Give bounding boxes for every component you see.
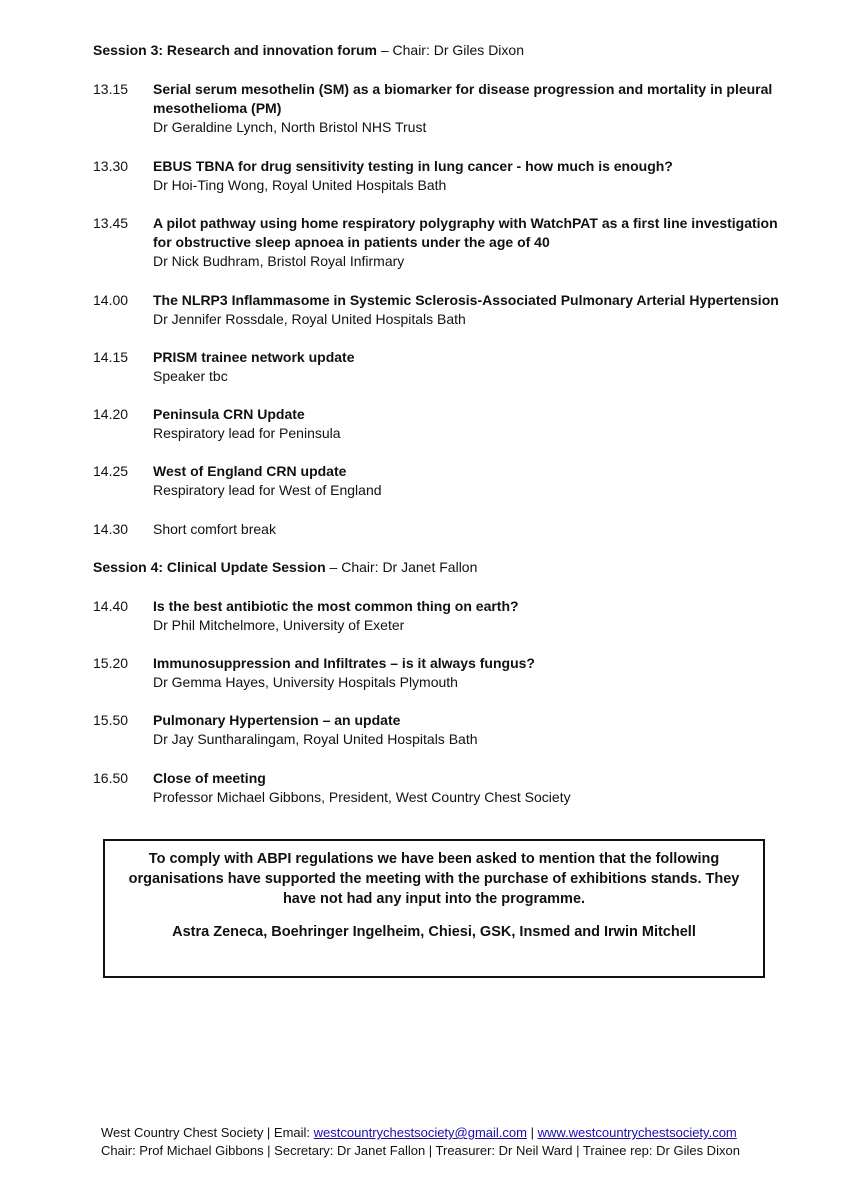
abpi-notice-message: To comply with ABPI regulations we have been asked to mention that the following organisations have supported the meeting with the purchase of exhibitions stands. They have not had any input into the programme. bbox=[128, 851, 740, 907]
agenda-item-break bbox=[93, 520, 783, 539]
agenda-title: Is the best antibiotic the most common thing on earth? bbox=[153, 598, 519, 614]
abpi-notice-box bbox=[103, 839, 765, 978]
page-footer bbox=[101, 1124, 801, 1160]
agenda-title: West of England CRN update bbox=[153, 463, 347, 479]
session-3-header bbox=[93, 41, 524, 60]
footer-org: West Country Chest Society | Email: bbox=[101, 1125, 314, 1140]
agenda-title: The NLRP3 Inflammasome in Systemic Sclerosis-Associated Pulmonary Arterial Hypertension bbox=[153, 292, 779, 308]
agenda-time: 14.30 bbox=[93, 521, 129, 537]
footer-website-link[interactable]: www.westcountrychestsociety.com bbox=[537, 1125, 737, 1140]
agenda-speaker: Dr Jennifer Rossdale, Royal United Hospitals Bath bbox=[153, 311, 466, 327]
agenda-speaker: Professor Michael Gibbons, President, West Country Chest Society bbox=[153, 789, 571, 805]
agenda-item bbox=[93, 654, 783, 692]
agenda-title: Serial serum mesothelin (SM) as a biomarker for disease progression and mortality in pleural mesothelioma (PM) bbox=[153, 81, 773, 116]
agenda-time: 13.30 bbox=[93, 158, 129, 174]
agenda-title: Pulmonary Hypertension – an update bbox=[153, 712, 401, 728]
agenda-speaker: Dr Gemma Hayes, University Hospitals Plymouth bbox=[153, 674, 458, 690]
agenda-item bbox=[93, 291, 783, 329]
agenda-item bbox=[93, 214, 783, 271]
session-3-chair: – Chair: Dr Giles Dixon bbox=[376, 42, 524, 58]
agenda-title: Close of meeting bbox=[153, 770, 266, 786]
agenda-item bbox=[93, 348, 783, 386]
session-4-title: Session 4: Clinical Update Session bbox=[93, 559, 326, 575]
agenda-item bbox=[93, 769, 783, 807]
agenda-time: 13.15 bbox=[93, 81, 129, 97]
session-4-chair: – Chair: Dr Janet Fallon bbox=[325, 559, 478, 575]
agenda-time: 14.15 bbox=[93, 349, 129, 365]
agenda-title: Immunosuppression and Infiltrates – is it always fungus? bbox=[153, 655, 535, 671]
agenda-time: 14.20 bbox=[93, 406, 129, 422]
footer-separator: | bbox=[526, 1125, 538, 1140]
agenda-title: EBUS TBNA for drug sensitivity testing in lung cancer - how much is enough? bbox=[153, 158, 673, 174]
agenda-speaker: Dr Phil Mitchelmore, University of Exeter bbox=[153, 617, 405, 633]
agenda-time: 14.40 bbox=[93, 598, 129, 614]
footer-contact-line bbox=[101, 1124, 801, 1142]
agenda-title: A pilot pathway using home respiratory polygraphy with WatchPAT as a first line investigation for obstructive sleep apnoea in patients under the age of 40 bbox=[153, 215, 778, 250]
sponsor-list: Astra Zeneca, Boehringer Ingelheim, Chiesi, GSK, Insmed and Irwin Mitchell bbox=[172, 924, 696, 940]
agenda-speaker: Respiratory lead for Peninsula bbox=[153, 425, 341, 441]
agenda-item bbox=[93, 597, 783, 635]
agenda-item bbox=[93, 462, 783, 500]
agenda-title: Peninsula CRN Update bbox=[153, 406, 305, 422]
agenda-time: 16.50 bbox=[93, 770, 129, 786]
agenda-title: PRISM trainee network update bbox=[153, 349, 355, 365]
agenda-speaker: Respiratory lead for West of England bbox=[153, 482, 382, 498]
agenda-time: 14.00 bbox=[93, 292, 129, 308]
agenda-speaker: Dr Hoi-Ting Wong, Royal United Hospitals Bath bbox=[153, 177, 447, 193]
agenda-item bbox=[93, 80, 783, 137]
agenda-speaker: Dr Nick Budhram, Bristol Royal Infirmary bbox=[153, 253, 405, 269]
agenda-speaker: Speaker tbc bbox=[153, 368, 228, 384]
agenda-item bbox=[93, 405, 783, 443]
agenda-speaker: Short comfort break bbox=[153, 521, 276, 537]
agenda-time: 15.50 bbox=[93, 712, 129, 728]
agenda-time: 13.45 bbox=[93, 215, 129, 231]
session-3-title: Session 3: Research and innovation forum bbox=[93, 42, 377, 58]
footer-email-link[interactable]: westcountrychestsociety@gmail.com bbox=[313, 1125, 527, 1140]
agenda-item bbox=[93, 711, 783, 749]
agenda-time: 15.20 bbox=[93, 655, 129, 671]
session-4-header bbox=[93, 558, 477, 577]
footer-officers-line: Chair: Prof Michael Gibbons | Secretary: Dr Janet Fallon | Treasurer: Dr Neil Ward | Trainee rep: Dr Giles Dixon bbox=[101, 1143, 740, 1158]
agenda-time: 14.25 bbox=[93, 463, 129, 479]
agenda-speaker: Dr Geraldine Lynch, North Bristol NHS Trust bbox=[153, 119, 427, 135]
agenda-speaker: Dr Jay Suntharalingam, Royal United Hospitals Bath bbox=[153, 731, 478, 747]
agenda-item bbox=[93, 157, 783, 195]
